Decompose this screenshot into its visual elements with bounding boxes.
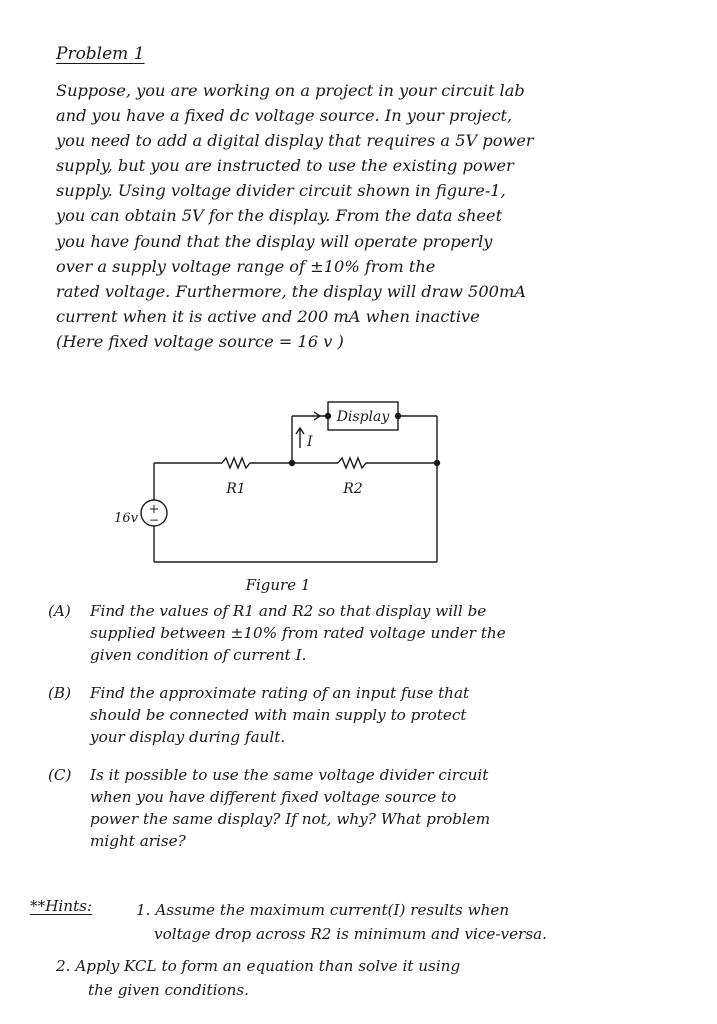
circuit-wires <box>141 402 437 562</box>
question-line: when you have different fixed voltage source to <box>90 788 457 806</box>
question-line: Find the values of R1 and R2 so that display will be <box>90 602 487 620</box>
hint-2 <box>56 954 460 1002</box>
question-b-tag: (B) <box>48 684 72 702</box>
question-line: Find the approximate rating of an input fuse that <box>90 684 470 702</box>
question-line: your display during fault. <box>90 728 286 746</box>
source-label: 16v <box>114 511 138 526</box>
circuit-diagram <box>0 380 717 600</box>
statement-line: supply, but you are instructed to use the existing power <box>56 156 514 176</box>
r2-resistor <box>338 458 366 468</box>
r1-resistor <box>222 458 250 468</box>
question-a-tag: (A) <box>48 602 71 620</box>
r2-label: R2 <box>343 481 363 497</box>
hints-label: **Hints: <box>30 897 93 915</box>
question-line: might arise? <box>90 832 186 850</box>
question-line: should be connected with main supply to protect <box>90 706 467 724</box>
current-label: I <box>307 434 313 450</box>
question-c-tag: (C) <box>48 766 72 784</box>
statement-line: you can obtain 5V for the display. From the data sheet <box>56 206 503 226</box>
statement-line: you have found that the display will operate properly <box>56 231 493 251</box>
question-line: Is it possible to use the same voltage divider circuit <box>90 766 489 784</box>
statement-line: over a supply voltage range of ±10% from the <box>56 256 436 276</box>
problem-statement <box>56 78 708 354</box>
statement-line: and you have a fixed dc voltage source. In your project, <box>56 106 513 126</box>
problem-title: Problem 1 <box>56 44 145 64</box>
statement-line: supply. Using voltage divider circuit shown in figure-1, <box>56 181 506 201</box>
hint-line: 2. Apply KCL to form an equation than solve it using <box>56 957 461 975</box>
question-line: supplied between ±10% from rated voltage under the <box>90 624 506 642</box>
hint-line: the given conditions. <box>88 981 249 999</box>
statement-line: rated voltage. Furthermore, the display will draw 500mA <box>56 281 526 301</box>
question-line: given condition of current I. <box>90 646 307 664</box>
figure-caption: Figure 1 <box>245 576 311 594</box>
statement-line: Suppose, you are working on a project in your circuit lab <box>56 81 525 100</box>
source-plus-sign: + <box>148 502 160 517</box>
hint-line: voltage drop across R2 is minimum and vice-versa. <box>154 925 547 943</box>
hint-line: 1. Assume the maximum current(I) results when <box>136 901 510 919</box>
hint-1 <box>136 898 547 946</box>
statement-line: (Here fixed voltage source = 16 v ) <box>56 331 344 351</box>
display-label: Display <box>336 409 390 425</box>
question-line: power the same display? If not, why? What problem <box>90 810 491 828</box>
source-minus-sign: − <box>148 513 160 527</box>
r1-label: R1 <box>226 481 246 497</box>
statement-line: you need to add a digital display that requires a 5V power <box>56 131 534 151</box>
statement-line: current when it is active and 200 mA when inactive <box>56 306 480 326</box>
